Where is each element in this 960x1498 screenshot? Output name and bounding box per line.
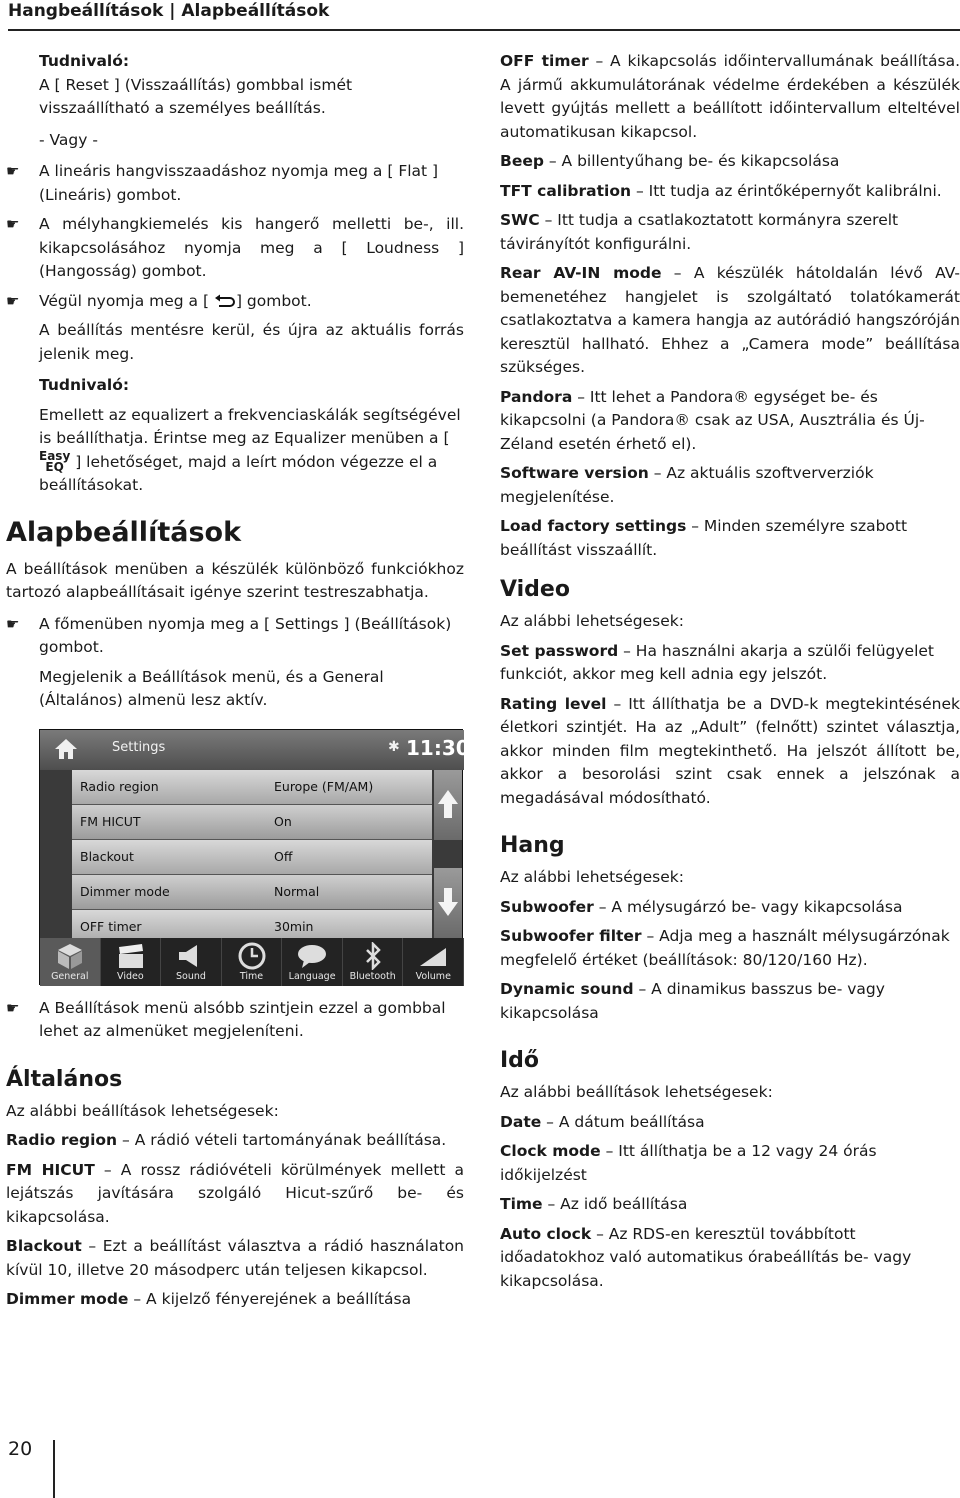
heading-altalanos: Általános [6,1066,123,1092]
pointing-hand-icon: ☛ [6,998,20,1017]
tab-general[interactable]: General [40,938,101,986]
pointing-hand-icon: ☛ [6,215,20,233]
bluetooth-icon: ✱ [388,738,400,755]
page-number: 20 [8,1438,33,1460]
settings-row[interactable]: Blackout Off [72,840,432,875]
left-column: Tudnivaló: A [ Reset ] (Visszaállítás) gombbal ismét visszaállítható a személyes beállítás. - Vagy - ☛ A lineáris hangvisszaadáshoz nyomja meg a [ Flat ] (Lineáris) gombot. ☛ A mélyhangkiemelés kis hangerő melletti be-, ill. kikapcsolásához nyomja meg a [ Loudness ] (Hangosság) gombot. ☛ Végül nyomja meg a [ ] gombot. A beállítás mentésre kerül, és újra az aktuális forrás jelenik meg. Tudnivaló: Emellett az equalizert a frekvenciaskálák segítségével is beállíthatja. Érintse meg az Equalizer menüben a [ Easy EQ ] lehetőséget, majd a leírt módon végezze el a beállításokat. Alapbeállítások A beállítások menüben a készülék különböző funkciókhoz tartozó alapbeállításait igénye szerint testreszabhatja. ☛ A főmenüben nyomja meg a [ Settings ] (Beállítások) gombot. Megjelenik a Beállítások menü, és a General (Általános) almenü lesz aktív. Settings ✱ 11:30 Radio region Europe (FM/AM) FM HICUT On Blackout Off Dimmer mode Normal OFF timer 30min General Video Sound Time Language Bluetooth Volume ☛ A Beállítások menü alsóbb szintjein ezzel a gombbal lehet az almenüket megjeleníteni. Általános Az alábbi beállítások lehetségesek: Radio region – A rádió vételi tartományának beállítása. FM HICUT – A rossz rádióvételi körülmények mellett a lejátszás javítására szolgáló Hicut-szűrő be- és kikapcsolása. Blackout – Ezt a beállítást választva a rádió használaton kívül 10, illetve 20 másodperc után teljesen kikapcsol. Dimmer mode – A kijelző fényerejének a beállítása [6,52,470,1308]
tab-volume[interactable]: Volume [403,938,464,986]
screen-clock: 11:30 [406,735,470,760]
settings-row[interactable]: OFF timer 30min [72,910,432,945]
note2-text-1: Emellett az equalizert a frekvenciaskálák segítségével is beállíthatja. Érintse meg az Equalizer menüben a [ [39,405,461,447]
ido-intro: Az alábbi beállítások lehetségesek: [500,1083,773,1101]
pointing-hand-icon: ☛ [6,162,20,180]
settings-row[interactable]: Radio region Europe (FM/AM) [72,770,432,805]
arrow-up-icon [438,790,458,818]
scroll-up-button[interactable] [434,770,462,840]
header-rule [8,29,960,31]
note-text: A [ Reset ] (Visszaállítás) gombbal ismét visszaállítható a személyes beállítás. [39,75,353,117]
back-arrow-icon [214,294,236,308]
note-title: Tudnivaló: [39,52,130,70]
speech-bubble-icon [296,942,328,970]
screen-top-bar [40,730,470,770]
bullet-loudness: ☛ A mélyhangkiemelés kis hangerő melletti be-, ill. kikapcsolásához nyomja meg a [ Loudness ] (Hangosság) gombot. [6,215,464,280]
heading-alapbeallitasok: Alapbeállítások [6,516,242,548]
clock-icon [236,942,268,970]
settings-row[interactable]: FM HICUT On [72,805,432,840]
bluetooth-icon [357,942,389,970]
tab-video[interactable]: Video [101,938,162,986]
tab-bluetooth[interactable]: Bluetooth [343,938,404,986]
easy-eq-icon: Easy EQ [39,448,71,474]
note2-title: Tudnivaló: [39,376,130,394]
home-icon[interactable] [54,738,78,760]
speaker-icon [175,942,207,970]
note2-text-2: ] lehetőséget, majd a leírt módon végezze el a beállításokat. [39,452,438,494]
scroll-down-button[interactable] [434,868,462,938]
clapperboard-icon [115,942,147,970]
cube-icon [54,942,86,970]
right-column: OFF timer – A kikapcsolás időintervallumának beállítása. A jármű akkumulátorának védelme érdekében a készülék levett gyújtás mellett a beállított időintervallum elteltével automatikusan kikapcsol. Beep – A billentyűhang be- és kikapcsolása TFT calibration – Itt tudja az érintőképernyőt kalibrálni. SWC – Itt tudja a csatlakoztatott kormányra szerelt távirányítót konfigurálni. Rear AV-IN mode – A készülék hátoldalán lévő AV-bemenetéhez hangjelet is szolgáltató tolatókamerát csatlakoztatva a kamera hangja az autórádió hangszóróján keresztül hallható. Ehhez a „Camera mode” beállítása szükséges. Pandora – Itt lehet a Pandora® egységet be- és kikapcsolni (a Pandora® csak az USA, Ausztrália és Új-Zéland esetén érhető el). Software version – Az aktuális szoftververziók megjelenítése. Load factory settings – Minden személyre szabott beállítást visszaállít. Video Az alábbi lehetségesek: Set password – Ha használni akarja a szülői felügyelet funkciót, akkor meg kell adnia egy jelszót. Rating level – Itt állíthatja be a DVD-k megtekintésének életkori szintjét. Ha az „Adult” (felnőtt) szintet választja, akkor minden film megtekinthető. Ha jelszót állított be, akkor a besorolási szint csak ennek a jelszónak a megadásával módosítható. Hang Az alábbi lehetségesek: Subwoofer – A mélysugárzó be- vagy kikapcsolása Subwoofer filter – Adja meg a használt mélysugárzónak megfelelő értéket (beállítások: 80/120/160 Hz). Dynamic sound – A dinamikus basszus be- vagy kikapcsolása Idő Az alábbi beállítások lehetségesek: Date – A dátum beállítása Clock mode – Itt állíthatja be a 12 vagy 24 órás időkijelzést Time – Az idő beállítása Auto clock – Az RDS-en keresztül továbbított időadatokhoz való automatikus órabeállítás be- vagy kikapcsolása. [500,52,960,1290]
tab-time[interactable]: Time [222,938,283,986]
settings-row[interactable]: Dimmer mode Normal [72,875,432,910]
pointing-hand-icon: ☛ [6,291,20,310]
arrow-down-icon [438,888,458,916]
settings-appears: Megjelenik a Beállítások menü, és a General (Általános) almenü lesz aktív. [39,667,384,709]
heading-ido: Idő [500,1048,540,1073]
settings-list [72,770,432,945]
hang-intro: Az alábbi lehetségesek: [500,868,684,886]
bullet-sublevel: ☛ A Beállítások menü alsóbb szintjein ezzel a gombbal lehet az almenüket megjeleníteni. [6,998,446,1040]
volume-icon [417,942,449,970]
tab-language[interactable]: Language [282,938,343,986]
settings-screen [39,729,470,985]
heading-hang: Hang [500,833,565,858]
bullet-flat: ☛ A lineáris hangvisszaadáshoz nyomja meg a [ Flat ] (Lineáris) gombot. [6,162,439,204]
pointing-hand-icon: ☛ [6,614,20,633]
saved-text: A beállítás mentésre kerül, és újra az aktuális forrás jelenik meg. [39,321,464,363]
bullet-settings: ☛ A főmenüben nyomja meg a [ Settings ] (Beállítások) gombot. [6,614,452,656]
video-intro: Az alábbi lehetségesek: [500,612,684,630]
page-header: Hangbeállítások | Alapbeállítások [8,1,330,21]
alap-intro: A beállítások menüben a készülék különböző funkciókhoz tartozó alapbeállításait igénye szerint testreszabhatja. [6,559,464,601]
heading-video: Video [500,577,570,602]
bullet-back: ☛ Végül nyomja meg a [ ] gombot. [6,291,312,310]
or-text: - Vagy - [39,130,98,149]
screen-title: Settings [112,739,166,755]
altalanos-intro: Az alábbi beállítások lehetségesek: [6,1101,279,1120]
tab-sound[interactable]: Sound [161,938,222,986]
page-number-rule [53,1440,55,1498]
settings-tabs [40,938,464,986]
